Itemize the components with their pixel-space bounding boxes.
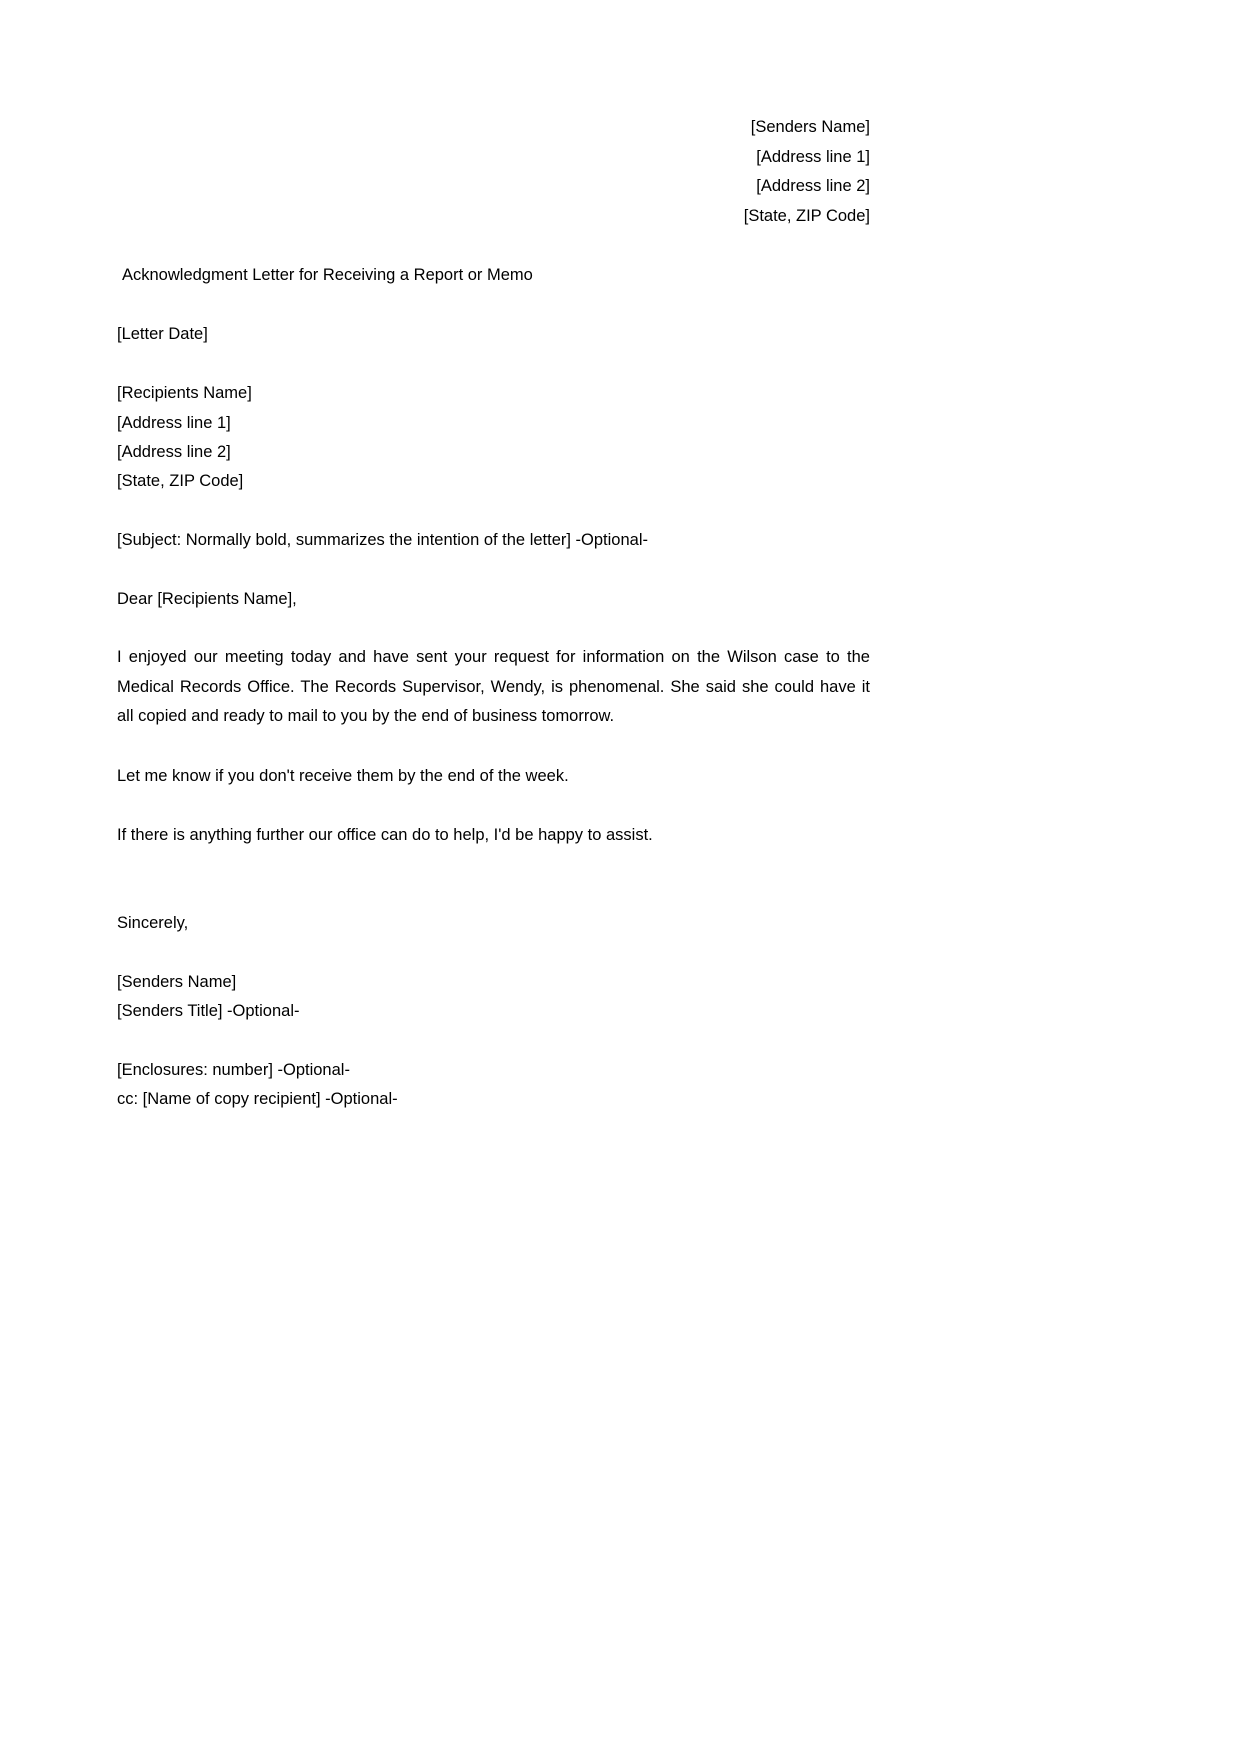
recipient-name: [Recipients Name] [117, 384, 252, 402]
letter-date: [Letter Date] [117, 325, 208, 343]
sender-address-block [744, 113, 870, 231]
sender-state-zip: [State, ZIP Code] [743, 206, 870, 225]
recipient-address-line-2: [Address line 2] [117, 443, 231, 461]
recipient-address-line-1: [Address line 1] [117, 414, 231, 432]
enclosures-line: [Enclosures: number] -Optional- [117, 1061, 350, 1079]
body-paragraph-2: Let me know if you don't receive them by the end of the week. [117, 767, 569, 785]
recipient-state-zip: [State, ZIP Code] [117, 472, 244, 490]
sender-address-line-2: [Address line 2] [756, 177, 870, 195]
cc-line: cc: [Name of copy recipient] -Optional- [117, 1090, 398, 1108]
signature-title: [Senders Title] -Optional- [117, 1002, 300, 1020]
signature-name: [Senders Name] [117, 973, 237, 991]
salutation: Dear [Recipients Name], [117, 590, 297, 608]
letter-title: Acknowledgment Letter for Receiving a Report or Memo [122, 266, 533, 284]
body-paragraph-3: If there is anything further our office can do to help, I'd be happy to assist. [117, 826, 653, 844]
sender-name: [Senders Name] [750, 118, 870, 136]
subject-line: [Subject: Normally bold, summarizes the intention of the letter] -Optional- [117, 531, 648, 549]
sender-address-line-1: [Address line 1] [756, 147, 870, 166]
closing: Sincerely, [117, 914, 189, 932]
body-paragraph-1: I enjoyed our meeting today and have sent your request for information on the Wilson case to the Medical Records Office. The Records Supervisor, Wendy, is phenomenal. She said she could have it all copied and ready to mail to you by the end of business tomorrow. [117, 648, 870, 725]
